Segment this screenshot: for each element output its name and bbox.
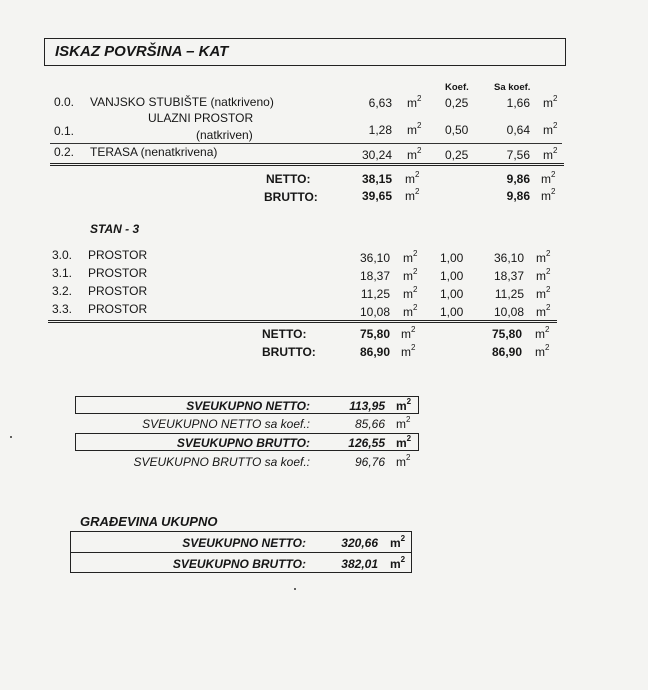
total-brutto-label: SVEUKUPNO BRUTTO: [176, 436, 310, 450]
section1-brutto-koef-value: 9,86 [506, 189, 530, 203]
building-netto-value: 320,66 [341, 536, 378, 550]
row-sa-koef: 7,56 [506, 148, 530, 162]
row-name: PROSTOR [88, 302, 148, 316]
header-sa-koef: Sa koef. [494, 82, 531, 93]
total-brutto-koef-unit: $m^2$ [396, 453, 411, 469]
total-netto-label: SVEUKUPNO NETTO: [186, 399, 310, 413]
section1-netto-koef-unit: $m^2$ [541, 170, 556, 186]
building-totals-divider [70, 552, 412, 553]
row-sa-koef: 11,25 [494, 287, 524, 301]
total-netto-unit: $m^2$ [396, 397, 412, 413]
row-koef: 0,25 [445, 148, 469, 162]
building-netto-label: SVEUKUPNO NETTO: [182, 536, 306, 550]
total-netto-value: 113,95 [349, 399, 385, 413]
section1-double-rule [50, 163, 564, 166]
row-unit: $m^2$ [407, 94, 422, 110]
section2-netto-unit: $m^2$ [401, 325, 416, 341]
row-sa-koef: 10,08 [493, 305, 524, 319]
row-unit-koef: $m^2$ [543, 94, 558, 110]
row-number: 0.0. [54, 95, 75, 109]
row-name-line2: (natkriven) [196, 128, 253, 142]
row-area: 1,28 [368, 123, 392, 137]
row-number: 0.2. [54, 145, 75, 159]
row-name: VANJSKO STUBIŠTE (natkriveno) [90, 95, 274, 109]
row-koef: 1,00 [440, 305, 464, 319]
total-brutto-koef-label: SVEUKUPNO BRUTTO sa koef.: [133, 455, 310, 469]
section1-brutto-value: 39,65 [361, 189, 392, 203]
section2-title: STAN - 3 [90, 222, 140, 236]
building-title: GRAĐEVINA UKUPNO [80, 514, 218, 529]
row-unit-koef: $m^2$ [543, 146, 558, 162]
document-title: ISKAZ POVRŠINA – KAT [55, 43, 229, 60]
row-number: 3.2. [52, 284, 73, 298]
section2-brutto-koef-value: 86,90 [491, 345, 522, 359]
row-unit: $m^2$ [407, 121, 422, 137]
row-name-line1: ULAZNI PROSTOR [148, 111, 254, 125]
section1-brutto-label: BRUTTO: [264, 190, 318, 204]
section1-netto-value: 38,15 [361, 172, 392, 186]
section2-brutto-unit: $m^2$ [401, 343, 416, 359]
row-koef: 1,00 [440, 269, 464, 283]
row-number: 3.1. [52, 266, 73, 280]
row-name: PROSTOR [88, 284, 148, 298]
section2-double-rule [48, 320, 557, 323]
row-unit-koef: $m^2$ [543, 121, 558, 137]
row-sa-koef: 18,37 [493, 269, 524, 283]
row-unit: $m^2$ [403, 267, 418, 283]
section1-netto-label: NETTO: [266, 172, 311, 186]
row-unit-koef: $m^2$ [536, 303, 551, 319]
row-name: PROSTOR [88, 266, 148, 280]
section2-netto-label: NETTO: [262, 327, 307, 341]
total-brutto-koef-value: 96,76 [354, 455, 385, 469]
row-koef: 0,25 [445, 96, 469, 110]
row-sa-koef: 0,64 [506, 123, 530, 137]
total-brutto-unit: $m^2$ [396, 434, 412, 450]
row-koef: 0,50 [445, 123, 469, 137]
row-area: 18,37 [359, 269, 390, 283]
row-area: 30,24 [361, 148, 392, 162]
section2-netto-value: 75,80 [359, 327, 390, 341]
row-number: 0.1. [54, 124, 75, 138]
total-netto-koef-label: SVEUKUPNO NETTO sa koef.: [142, 417, 310, 431]
row-area: 11,25 [360, 287, 390, 301]
row-divider [50, 143, 562, 144]
building-netto-unit: $m^2$ [390, 534, 406, 550]
row-sa-koef: 36,10 [493, 251, 524, 265]
section1-netto-koef-value: 9,86 [506, 172, 530, 186]
total-brutto-value: 126,55 [348, 436, 385, 450]
row-number: 3.0. [52, 248, 73, 262]
section1-brutto-koef-unit: $m^2$ [541, 187, 556, 203]
section2-netto-koef-unit: $m^2$ [535, 325, 550, 341]
section2-brutto-value: 86,90 [359, 345, 390, 359]
row-area: 10,08 [359, 305, 390, 319]
row-area: 36,10 [359, 251, 390, 265]
section2-brutto-koef-unit: $m^2$ [535, 343, 550, 359]
row-name: TERASA (nenatkrivena) [90, 145, 218, 159]
row-koef: 1,00 [440, 287, 464, 301]
building-brutto-unit: $m^2$ [390, 555, 406, 571]
row-sa-koef: 1,66 [506, 96, 530, 110]
row-koef: 1,00 [440, 251, 464, 265]
row-unit: $m^2$ [403, 285, 418, 301]
document-title-box [44, 38, 566, 66]
header-koef: Koef. [445, 82, 469, 93]
row-name: PROSTOR [88, 248, 148, 262]
row-unit-koef: $m^2$ [536, 285, 551, 301]
building-brutto-label: SVEUKUPNO BRUTTO: [172, 557, 306, 571]
total-netto-koef-value: 85,66 [354, 417, 385, 431]
scan-speck [10, 436, 12, 438]
total-netto-koef-unit: $m^2$ [396, 415, 411, 431]
building-brutto-value: 382,01 [341, 557, 378, 571]
row-area: 6,63 [368, 96, 392, 110]
section1-brutto-unit: $m^2$ [405, 187, 420, 203]
section1-netto-unit: $m^2$ [405, 170, 420, 186]
scan-speck [294, 588, 296, 590]
row-unit: $m^2$ [403, 249, 418, 265]
row-number: 3.3. [52, 302, 73, 316]
row-unit-koef: $m^2$ [536, 267, 551, 283]
row-unit: $m^2$ [403, 303, 418, 319]
section2-brutto-label: BRUTTO: [262, 345, 316, 359]
section2-netto-koef-value: 75,80 [491, 327, 522, 341]
row-unit: $m^2$ [407, 146, 422, 162]
row-unit-koef: $m^2$ [536, 249, 551, 265]
